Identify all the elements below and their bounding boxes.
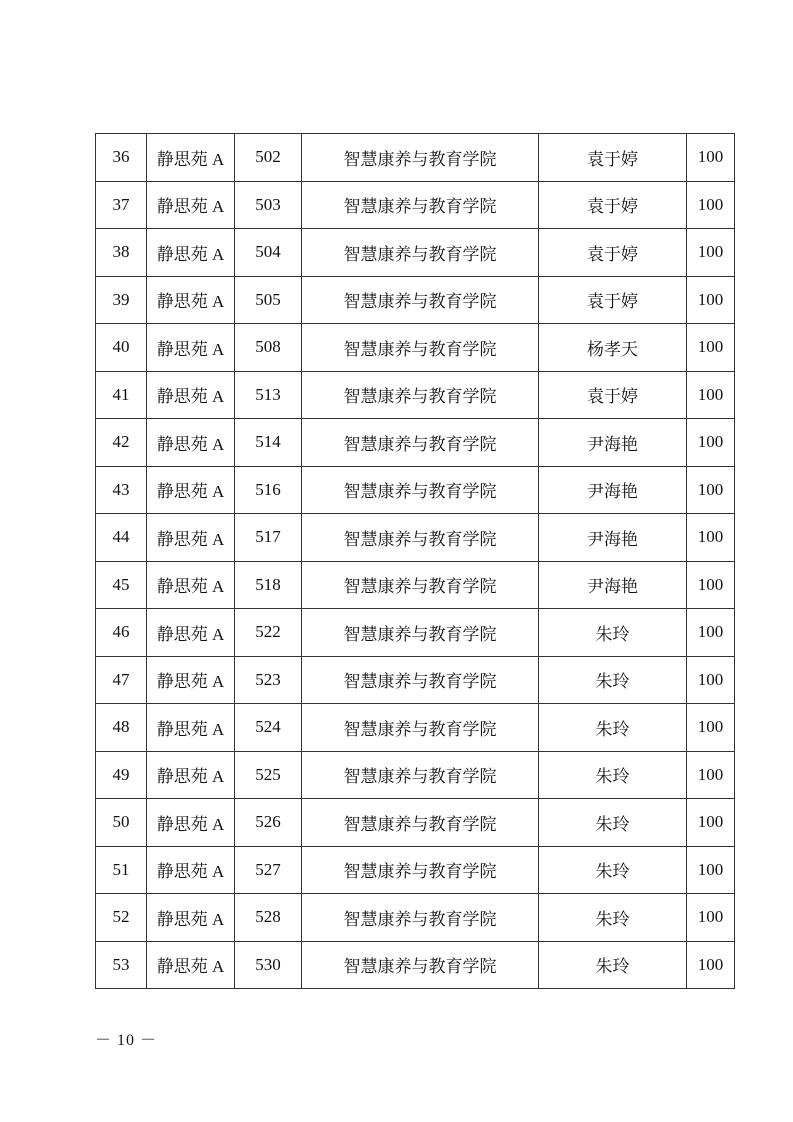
room-number-cell: 518 xyxy=(235,561,302,609)
building-cell: 静思苑 A xyxy=(147,704,235,752)
college-cell: 智慧康养与教育学院 xyxy=(302,324,539,372)
row-index-cell: 46 xyxy=(96,609,147,657)
score-cell: 100 xyxy=(687,656,735,704)
table-row xyxy=(96,181,735,229)
table-row xyxy=(96,276,735,324)
score-cell: 100 xyxy=(687,514,735,562)
college-cell: 智慧康养与教育学院 xyxy=(302,846,539,894)
row-index-cell: 52 xyxy=(96,894,147,942)
table-row xyxy=(96,751,735,799)
row-index-cell: 44 xyxy=(96,514,147,562)
table-row xyxy=(96,846,735,894)
room-number-cell: 513 xyxy=(235,371,302,419)
person-in-charge-cell: 朱玲 xyxy=(539,894,687,942)
score-cell: 100 xyxy=(687,324,735,372)
building-cell: 静思苑 A xyxy=(147,419,235,467)
building-cell: 静思苑 A xyxy=(147,656,235,704)
score-cell: 100 xyxy=(687,894,735,942)
building-cell: 静思苑 A xyxy=(147,466,235,514)
table-row xyxy=(96,324,735,372)
page-number: － 10 － xyxy=(95,1032,158,1049)
room-number-cell: 514 xyxy=(235,419,302,467)
room-number-cell: 527 xyxy=(235,846,302,894)
person-in-charge-cell: 朱玲 xyxy=(539,704,687,752)
row-index-cell: 43 xyxy=(96,466,147,514)
college-cell: 智慧康养与教育学院 xyxy=(302,561,539,609)
row-index-cell: 49 xyxy=(96,751,147,799)
room-number-cell: 503 xyxy=(235,181,302,229)
row-index-cell: 40 xyxy=(96,324,147,372)
row-index-cell: 42 xyxy=(96,419,147,467)
table-body xyxy=(96,134,735,989)
room-number-cell: 522 xyxy=(235,609,302,657)
score-cell: 100 xyxy=(687,276,735,324)
table-row xyxy=(96,419,735,467)
table-row xyxy=(96,799,735,847)
building-cell: 静思苑 A xyxy=(147,134,235,182)
college-cell: 智慧康养与教育学院 xyxy=(302,134,539,182)
room-number-cell: 526 xyxy=(235,799,302,847)
room-number-cell: 516 xyxy=(235,466,302,514)
row-index-cell: 36 xyxy=(96,134,147,182)
college-cell: 智慧康养与教育学院 xyxy=(302,941,539,989)
score-cell: 100 xyxy=(687,419,735,467)
room-number-cell: 508 xyxy=(235,324,302,372)
row-index-cell: 39 xyxy=(96,276,147,324)
person-in-charge-cell: 尹海艳 xyxy=(539,514,687,562)
building-cell: 静思苑 A xyxy=(147,229,235,277)
person-in-charge-cell: 朱玲 xyxy=(539,941,687,989)
college-cell: 智慧康养与教育学院 xyxy=(302,419,539,467)
room-number-cell: 524 xyxy=(235,704,302,752)
building-cell: 静思苑 A xyxy=(147,799,235,847)
score-cell: 100 xyxy=(687,609,735,657)
table-row xyxy=(96,609,735,657)
college-cell: 智慧康养与教育学院 xyxy=(302,704,539,752)
person-in-charge-cell: 朱玲 xyxy=(539,609,687,657)
row-index-cell: 50 xyxy=(96,799,147,847)
college-cell: 智慧康养与教育学院 xyxy=(302,514,539,562)
score-cell: 100 xyxy=(687,941,735,989)
college-cell: 智慧康养与教育学院 xyxy=(302,181,539,229)
person-in-charge-cell: 尹海艳 xyxy=(539,466,687,514)
building-cell: 静思苑 A xyxy=(147,846,235,894)
table-row xyxy=(96,134,735,182)
room-number-cell: 528 xyxy=(235,894,302,942)
table-row xyxy=(96,704,735,752)
person-in-charge-cell: 朱玲 xyxy=(539,656,687,704)
row-index-cell: 37 xyxy=(96,181,147,229)
row-index-cell: 48 xyxy=(96,704,147,752)
row-index-cell: 38 xyxy=(96,229,147,277)
person-in-charge-cell: 袁于婷 xyxy=(539,181,687,229)
building-cell: 静思苑 A xyxy=(147,561,235,609)
row-index-cell: 51 xyxy=(96,846,147,894)
college-cell: 智慧康养与教育学院 xyxy=(302,656,539,704)
table-row xyxy=(96,894,735,942)
person-in-charge-cell: 杨孝天 xyxy=(539,324,687,372)
table-row xyxy=(96,514,735,562)
score-cell: 100 xyxy=(687,229,735,277)
person-in-charge-cell: 尹海艳 xyxy=(539,419,687,467)
building-cell: 静思苑 A xyxy=(147,276,235,324)
college-cell: 智慧康养与教育学院 xyxy=(302,466,539,514)
score-cell: 100 xyxy=(687,181,735,229)
score-cell: 100 xyxy=(687,466,735,514)
row-index-cell: 45 xyxy=(96,561,147,609)
person-in-charge-cell: 袁于婷 xyxy=(539,134,687,182)
row-index-cell: 41 xyxy=(96,371,147,419)
building-cell: 静思苑 A xyxy=(147,941,235,989)
building-cell: 静思苑 A xyxy=(147,324,235,372)
college-cell: 智慧康养与教育学院 xyxy=(302,799,539,847)
person-in-charge-cell: 朱玲 xyxy=(539,799,687,847)
person-in-charge-cell: 尹海艳 xyxy=(539,561,687,609)
table-row xyxy=(96,229,735,277)
room-number-cell: 525 xyxy=(235,751,302,799)
college-cell: 智慧康养与教育学院 xyxy=(302,371,539,419)
room-number-cell: 530 xyxy=(235,941,302,989)
building-cell: 静思苑 A xyxy=(147,894,235,942)
score-cell: 100 xyxy=(687,846,735,894)
building-cell: 静思苑 A xyxy=(147,371,235,419)
person-in-charge-cell: 袁于婷 xyxy=(539,229,687,277)
score-cell: 100 xyxy=(687,134,735,182)
person-in-charge-cell: 袁于婷 xyxy=(539,276,687,324)
college-cell: 智慧康养与教育学院 xyxy=(302,751,539,799)
room-number-cell: 523 xyxy=(235,656,302,704)
building-cell: 静思苑 A xyxy=(147,609,235,657)
college-cell: 智慧康养与教育学院 xyxy=(302,276,539,324)
room-number-cell: 517 xyxy=(235,514,302,562)
building-cell: 静思苑 A xyxy=(147,181,235,229)
room-number-cell: 504 xyxy=(235,229,302,277)
person-in-charge-cell: 袁于婷 xyxy=(539,371,687,419)
table-row xyxy=(96,466,735,514)
building-cell: 静思苑 A xyxy=(147,514,235,562)
row-index-cell: 47 xyxy=(96,656,147,704)
score-cell: 100 xyxy=(687,561,735,609)
college-cell: 智慧康养与教育学院 xyxy=(302,894,539,942)
room-number-cell: 505 xyxy=(235,276,302,324)
score-cell: 100 xyxy=(687,799,735,847)
person-in-charge-cell: 朱玲 xyxy=(539,846,687,894)
building-cell: 静思苑 A xyxy=(147,751,235,799)
score-cell: 100 xyxy=(687,704,735,752)
person-in-charge-cell: 朱玲 xyxy=(539,751,687,799)
score-cell: 100 xyxy=(687,751,735,799)
table-row xyxy=(96,656,735,704)
college-cell: 智慧康养与教育学院 xyxy=(302,609,539,657)
table-row xyxy=(96,371,735,419)
dormitory-score-table xyxy=(95,133,735,989)
college-cell: 智慧康养与教育学院 xyxy=(302,229,539,277)
score-cell: 100 xyxy=(687,371,735,419)
row-index-cell: 53 xyxy=(96,941,147,989)
table-row xyxy=(96,941,735,989)
table-row xyxy=(96,561,735,609)
room-number-cell: 502 xyxy=(235,134,302,182)
